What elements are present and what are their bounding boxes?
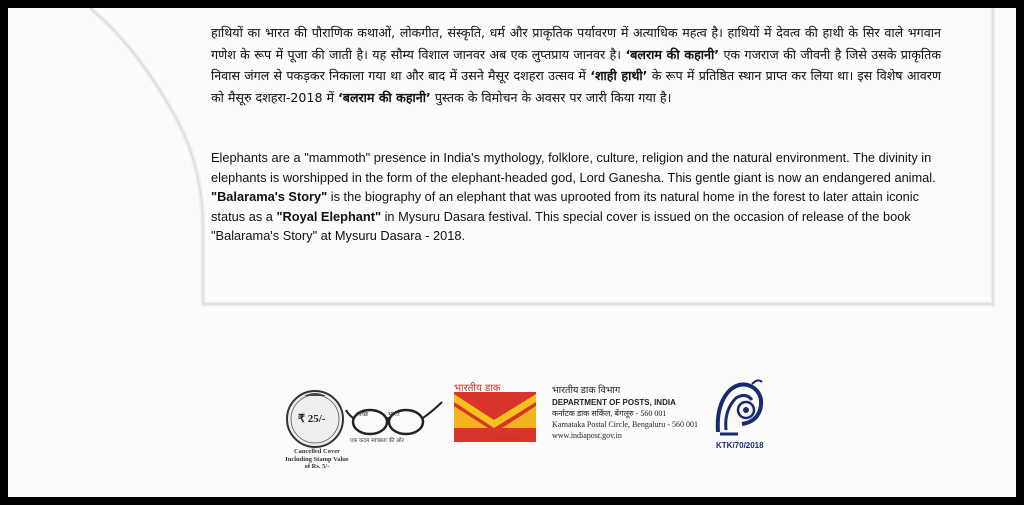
envelope-back: [8, 8, 1016, 497]
stamp-price: ₹ 25/-: [298, 413, 326, 425]
swachh-tagline: एक कदम स्वच्छता की ओर: [350, 438, 404, 444]
department-address: [552, 386, 698, 441]
circle-english: Karnataka Postal Circle, Bengaluru - 560 001: [552, 420, 698, 429]
reference-number: KTK/70/2018: [716, 441, 764, 450]
website-text: www.indiapost.gov.in: [552, 431, 622, 440]
dept-english-name: DEPARTMENT OF POSTS, INDIA: [552, 398, 676, 407]
bharat-label: भारत: [388, 411, 400, 418]
india-post-english-text: India Post: [492, 435, 521, 442]
stamp-caption: Cancelled Cover Including Stamp Value of Rs. 5/-: [285, 448, 349, 470]
dept-hindi-name: भारतीय डाक विभाग: [552, 386, 621, 396]
circle-hindi: कर्नाटक डाक सर्किल, बेंगलूरु - 560 001: [552, 409, 667, 418]
swachh-label: स्वच्छ: [356, 411, 369, 418]
hindi-description: हाथियों का भारत की पौराणिक कथाओं, लोकगीत, संस्कृति, धर्म और प्राकृतिक पर्यावरण में अत्याधिक महत्व है। हाथियों में देवत्व की हाथी के सिर वाले भगवान गणेश के रूप में पूजा की जाती है। यह सौम्य विशाल जानवर अब एक लुप्तप्राय जानवर है। ‘बलराम की कहानी’ एक गजराज की जीवनी है जिसे उसके प्राकृतिक निवास जंगल से पकड़कर निकाला गया था और बाद में उसने मैसूर दशहरा उत्सव में ‘शाही हाथी’ के रूप में प्रतिष्ठित स्थान प्राप्त कर लिया था। इस विशेष आवरण को मैसूरु दशहरा-2018 में ‘बलराम की कहानी’ पुस्तक के विमोचन के अवसर पर जारी किया गया है।: [211, 25, 941, 105]
india-post-hindi-text: भारतीय डाक: [454, 383, 501, 394]
cover-footer: [8, 368, 1016, 468]
english-description: Elephants are a "mammoth" presence in India's mythology, folklore, culture, religion and the natural environment. The divinity in elephants is worshipped in the form of the elephant-headed god, Lord Ganesha. This gentle giant is now an endangered animal. "Balarama's Story" is the biography of an elephant that was uprooted from its natural home in the forest to later attain iconic status as a "Royal Elephant" in Mysuru Dasara festival. This special cover is issued on the occasion of release of the book "Balarama's Story" at Mysuru Dasara - 2018.: [211, 150, 936, 243]
peacock-emblem-icon: [708, 374, 774, 440]
